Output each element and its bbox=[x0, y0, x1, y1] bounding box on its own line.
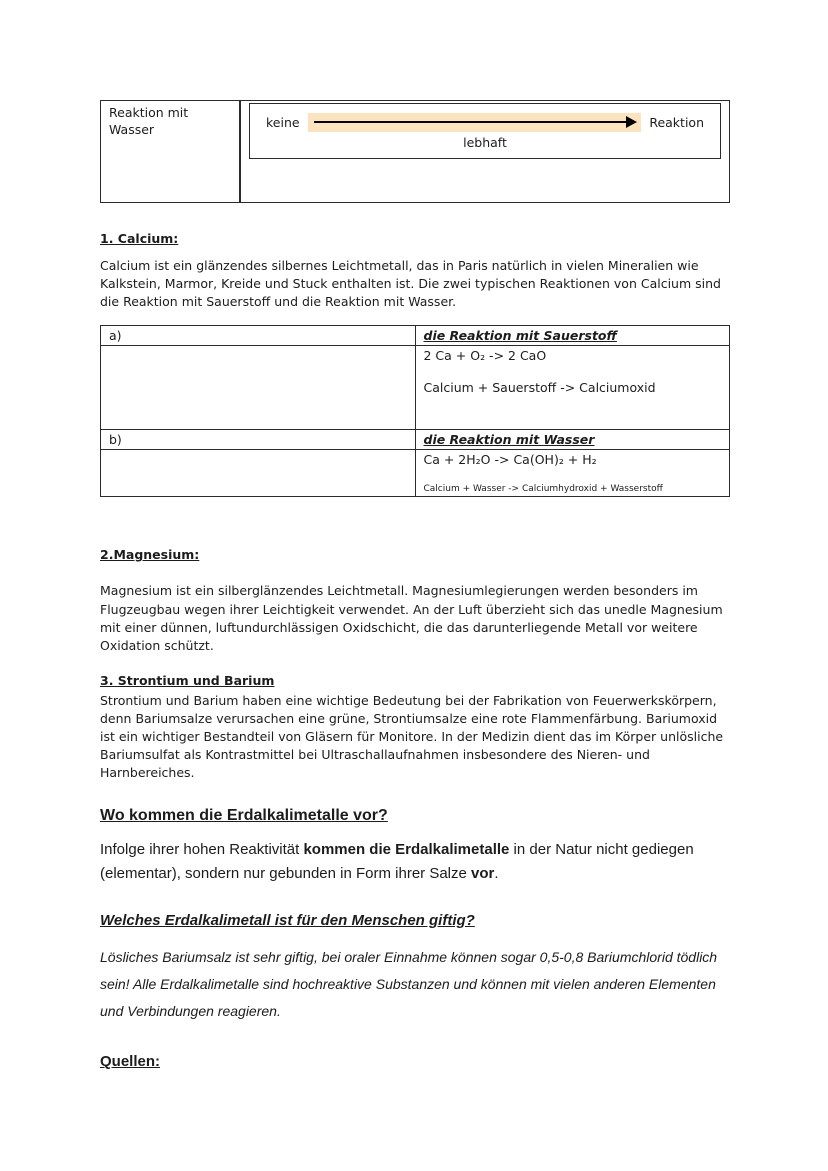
toxicity-paragraph: Lösliches Bariumsalz ist sehr giftig, bei oraler Einnahme können sogar 0,5-0,8 Bariumchlorid tödlich sein! Alle Erdalkalimetalle sind hochreaktive Substanzen und können mit vielen anderen Elementen und Verbindungen reagieren. bbox=[100, 948, 718, 1020]
row-a-title-cell: die Reaktion mit Sauerstoff bbox=[415, 326, 730, 346]
calcium-reactions-table bbox=[100, 325, 730, 497]
table-row bbox=[101, 450, 730, 497]
reaction-water-label: Reaktion mit Wasser bbox=[109, 105, 189, 137]
scale-left-label: keine bbox=[266, 115, 300, 130]
reaction-scale-box bbox=[249, 103, 721, 159]
arrow-line bbox=[314, 121, 627, 123]
magnesium-paragraph: Magnesium ist ein silberglänzendes Leichtmetall. Magnesiumlegierungen werden besonders im Flugzeugbau wegen ihrer Leichtigkeit verwendet. An der Luft überzieht sich das unedle Magnesium mit einer dünnen, luftundurchlässigen Oxidschicht, die das darunterliegende Metall vor weitere Oxidation schützt. bbox=[100, 583, 723, 653]
reaction-scale-row bbox=[266, 113, 704, 132]
arrow-head-icon bbox=[626, 116, 637, 128]
occurrence-bold-segment: kommen die Erdalkalimetalle bbox=[303, 840, 510, 858]
row-a-label-cell: a) bbox=[101, 326, 416, 346]
occurrence-text-segment: . bbox=[494, 864, 499, 882]
reactivity-arrow bbox=[308, 113, 642, 132]
row-a-word-equation: Calcium + Sauerstoff -> Calciumoxid bbox=[423, 380, 656, 396]
toxicity-heading: Welches Erdalkalimetall ist für den Menschen giftig? bbox=[100, 911, 475, 929]
magnesium-heading: 2.Magnesium: bbox=[100, 547, 200, 563]
row-a-empty-cell bbox=[101, 346, 416, 430]
row-b-label-cell: b) bbox=[101, 430, 416, 450]
reaction-water-table bbox=[100, 100, 730, 203]
table-row bbox=[101, 430, 730, 450]
row-a-equation: 2 Ca + O₂ -> 2 CaO bbox=[423, 348, 547, 364]
table-row bbox=[101, 326, 730, 346]
occurrence-text-segment: Infolge ihrer hohen Reaktivität bbox=[100, 840, 304, 858]
row-b-content-cell bbox=[415, 450, 730, 497]
row-b-word-equation: Calcium + Wasser -> Calciumhydroxid + Wasserstoff bbox=[423, 484, 663, 495]
row-a-content-cell bbox=[415, 346, 730, 430]
strontium-barium-paragraph: Strontium und Barium haben eine wichtige Bedeutung bei der Fabrikation von Feuerwerkskörpern, denn Bariumsalze verursachen eine grüne, Strontiumsalze eine rote Flammenfärbung. Bariumoxid ist ein wichtiger Bestandteil von Gläsern für Monitore. In der Medizin dient das im Körper unlösliche Bariumsulfat als Kontrastmittel bei Ultraschallaufnahmen insbesondere des Nieren- und Harnbereiches. bbox=[100, 692, 724, 781]
scale-right-label: Reaktion bbox=[649, 115, 704, 130]
row-b-title-cell: die Reaktion mit Wasser bbox=[415, 430, 730, 450]
reaction-scale-cell bbox=[240, 100, 730, 203]
occurrence-paragraph bbox=[100, 838, 730, 886]
strontium-barium-heading: 3. Strontium und Barium bbox=[100, 672, 275, 688]
occurrence-text-segment: in der Natur nicht gediegen (elementar), sondern nur gebunden in Form ihrer Salze bbox=[100, 840, 694, 882]
calcium-heading: 1. Calcium: bbox=[100, 231, 179, 246]
occurrence-bold-segment: vor bbox=[471, 864, 495, 882]
calcium-paragraph: Calcium ist ein glänzendes silbernes Leichtmetall, das in Paris natürlich in vielen Mineralien wie Kalkstein, Marmor, Kreide und Stuck enthalten ist. Die zwei typischen Reaktionen von Calcium sind die Reaktion mit Sauerstoff und die Reaktion mit Wasser. bbox=[100, 258, 721, 310]
scale-middle-label: lebhaft bbox=[463, 135, 507, 150]
row-b-equation: Ca + 2H₂O -> Ca(OH)₂ + H₂ bbox=[423, 452, 597, 468]
occurrence-heading: Wo kommen die Erdalkalimetalle vor? bbox=[100, 806, 388, 824]
reaction-water-label-cell bbox=[100, 100, 240, 203]
table-row bbox=[101, 346, 730, 430]
row-b-empty-cell bbox=[101, 450, 416, 497]
sources-heading: Quellen: bbox=[100, 1053, 161, 1071]
